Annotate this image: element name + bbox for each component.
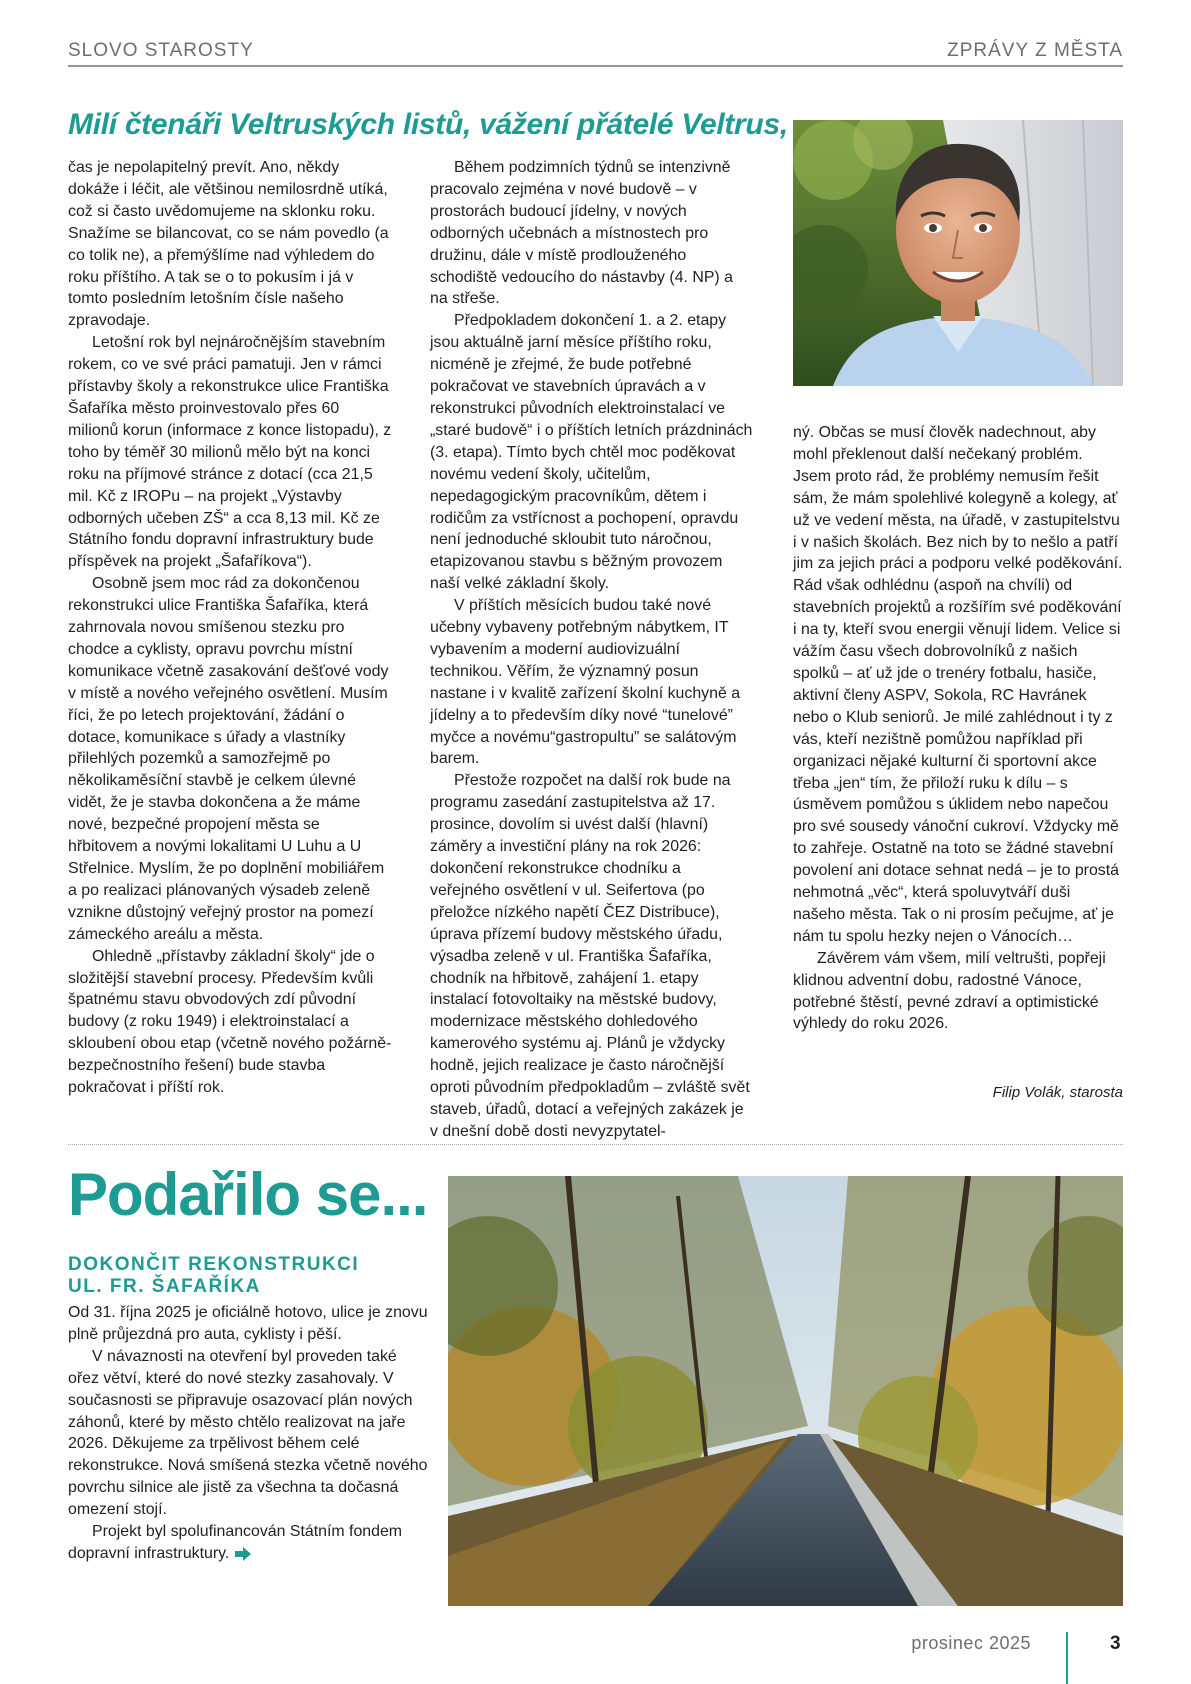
paragraph: Během podzimních týdnů se intenzivně pracovalo zejména v nové budově – v prostorách budoucí jídelny, v nových odborných učebnách a místnostech pro družinu, dále v místě prodlouženého schodiště vedoucího do nástavby (4. NP) a na střeše. <box>430 159 733 308</box>
section-subtitle-line-2: UL. FR. ŠAFAŘÍKA <box>68 1276 261 1297</box>
paragraph: V příštích měsících budou také nové učebny vybaveny potřebným nábytkem, IT vybavením a moderní audiovizuální technikou. Věřím, že významný posun nastane i v kvalitě zařízení školní kuchyně a jídelny a to především díky nové “tunelové” myčce a novému“gastropultu” se salátovým barem. <box>430 597 741 768</box>
letter-column-1 <box>68 157 393 1099</box>
section-divider <box>68 1144 1123 1145</box>
header-rule <box>68 65 1123 67</box>
road-illustration <box>448 1176 1123 1606</box>
portrait-illustration <box>793 120 1123 386</box>
section-title: Podařilo se... <box>68 1161 428 1228</box>
signature: Filip Volák, starosta <box>992 1084 1123 1101</box>
mayor-portrait-photo <box>793 120 1123 386</box>
paragraph-last <box>68 1521 428 1565</box>
section-body <box>68 1302 428 1565</box>
paragraph: čas je nepolapitelný prevít. Ano, někdy dokáže i léčit, ale většinou nemilosrdně utíká, což si často uvědomujeme na sklonku roku. Snažíme se bilancovat, co se nám povedlo (a co tolik ne), a přemýšlíme nad výhledem do roku příštího. A tak se o to pokusím i já v tomto posledním letošním čísle našeho zpravodaje. <box>68 159 389 330</box>
paragraph: Přestože rozpočet na další rok bude na programu zasedání zastupitelstva až 17. prosince, dovolím si uvést další (hlavní) záměry a investiční plány na rok 2026: dokončení rekonstrukce chodníku a veřejného osvětlení v ul. Seifertova (po přeložce nízkého napětí ČEZ Distribuce), úprava přízemí budovy městského úřadu, výsadba zeleně v ul. Františka Šafaříka, chodník na hřbitově, zahájení 1. etapy instalací fotovoltaiky na městské budovy, modernizace městského dohledového kamerového systému aj. Plánů je vždycky hodně, jejich realizace je často náročnější oproti původním předpokladům – zvláště svět staveb, úřadů, dotací a veřejných zakázek je v dnešní době dosti nevyzpytatel- <box>430 772 750 1140</box>
section-subtitle-line-1: DOKONČIT REKONSTRUKCI <box>68 1254 360 1275</box>
header-section-right: ZPRÁVY Z MĚSTA <box>947 40 1123 61</box>
paragraph: Předpokladem dokončení 1. a 2. etapy jsou aktuálně jarní měsíce příštího roku, nicméně je zřejmé, že bude potřebné pokračovat ve stavebních úpravách a v rekonstrukci původních elektroinstalací ve „staré budově“ i o příštích letních prázdninách (3. etapa). Tímto bych chtěl moc poděkovat novému vedení školy, učitelům, nepedagogickým pracovníkům, dětem i rodičům za vstřícnost a pochopení, opravdu není jednoduché skloubit tuto náročnou, etapizovanou stavbu s běžným provozem naší velké základní školy. <box>430 312 753 593</box>
paragraph: Závěrem vám všem, milí veltrušti, popřeji klidnou adventní dobu, radostné Vánoce, potřebné štěstí, pevné zdraví a optimistické výhledy do roku 2026. <box>793 949 1106 1033</box>
paragraph: Osobně jsem moc rád za dokončenou rekonstrukci ulice Františka Šafaříka, která zahrnovala novou smíšenou stezku pro chodce a cyklisty, opravu povrchu místní komunikace včetně zasakování dešťové vody v místě a nového veřejného osvětlení. Musím říci, že po letech projektování, žádání o dotace, komunikace s úřady a vlastníky přilehlých pozemků a samozřejmě po několikaměsíční stavbě je celkem úlevné vidět, že je stavba dokončena a že máme nové, bezpečné propojení města se hřbitovem a novými lokalitami U Luhu a U Střelnice. Myslím, že po doplnění mobiliářem a po realizaci plánovaných výsadeb zeleně vznikne důstojný veřejný prostor na pomezí zámeckého areálu a města. <box>68 575 389 943</box>
paragraph: ný. Občas se musí člověk nadechnout, aby mohl překlenout další nečekaný problém. Jsem proto rád, že problémy nemusím řešit sám, že mám spolehlivé kolegyně a kolegy, ať už ve vedení města, na úřadě, v zastupitelstvu i v našich školách. Bez nich by to nešlo a patří jim za jejich práci a podporu velké poděkování. Rád však odhlédnu (aspoň na chvíli) od stavebních projektů a rozšířím své poděkování i na ty, kteří svou energii věnují lidem. Velice si vážím času všech dobrovolníků z našich spolků – ať už jde o trenéry fotbalu, hasiče, aktivní členy ASPV, Sokola, RC Havránek nebo o Klub seniorů. Je milé zahlédnout i ty z vás, kteří nezištně pomůžou například při organizaci nějaké kulturní či sportovní akce třeba „jen“ tím, že přiloží ruku k dílu – s úsměvem pomůžou s úklidem nebo napečou pro své sousedy vánoční cukroví. Vždycky mě to zahřeje. Ostatně na toto se žádné stavební povolení ani dotace sehnat nedá – je to prostá nehmotná „věc“, která spoluvytváří duši našeho města. Tak o ni prosím pečujme, ať je nám tu spolu hezky nejen o Vánocích… <box>793 424 1123 945</box>
page-number: 3 <box>1110 1633 1121 1654</box>
letter-column-2 <box>430 157 755 1143</box>
letter-title: Milí čtenáři Veltruských listů, vážení přátelé Veltrus, <box>68 108 788 141</box>
footer-issue-date: prosinec 2025 <box>911 1633 1031 1653</box>
paragraph-text: Projekt byl spolufinancován Státním fondem dopravní infrastruktury. <box>68 1523 403 1562</box>
header-section-left: SLOVO STAROSTY <box>68 40 254 61</box>
letter-column-3 <box>793 422 1123 1035</box>
paragraph: Ohledně „přístavby základní školy“ jde o složitější stavební procesy. Především kvůli špatnému stavu obvodových zdí původní budovy (z roku 1949) i elektroinstalací a skloubení obou etap (včetně nového požárně-bezpečnostního řešení) bude stavba pokračovat i příští rok. <box>68 947 392 1097</box>
paragraph: V návaznosti na otevření byl proveden také ořez větví, které do nové stezky zasahovaly. V současnosti se připravuje osazovací plán nových záhonů, které by město chtělo realizovat na jaře 2026. Děkujeme za trpělivost během celé rekonstrukce. Nová smíšená stezka včetně nového povrchu silnice ale jistě za všechna ta dočasná omezení stojí. <box>68 1347 428 1519</box>
paragraph: Letošní rok byl nejnáročnějším stavebním rokem, co ve své práci pamatuji. Jen v rámci přístavby školy a rekonstrukce ulice Františka Šafaříka město proinvestovalo přes 60 milionů korun (informace z konce listopadu), z toho by téměř 30 milionů mělo být na konci roku na příjmové stránce z dotací (cca 21,5 mil. Kč z IROPu – na projekt „Výstavby odborných učeben ZŠ“ a cca 8,13 mil. Kč ze Státního fondu dopravní infrastruktury bude příspěvek na projekt „Šafaříkova“). <box>68 334 392 571</box>
road-photo <box>448 1176 1123 1606</box>
footer-rule <box>1066 1632 1068 1684</box>
paragraph: Od 31. října 2025 je oficiálně hotovo, ulice je znovu plně průjezdná pro auta, cyklisty i pěší. <box>68 1304 428 1343</box>
